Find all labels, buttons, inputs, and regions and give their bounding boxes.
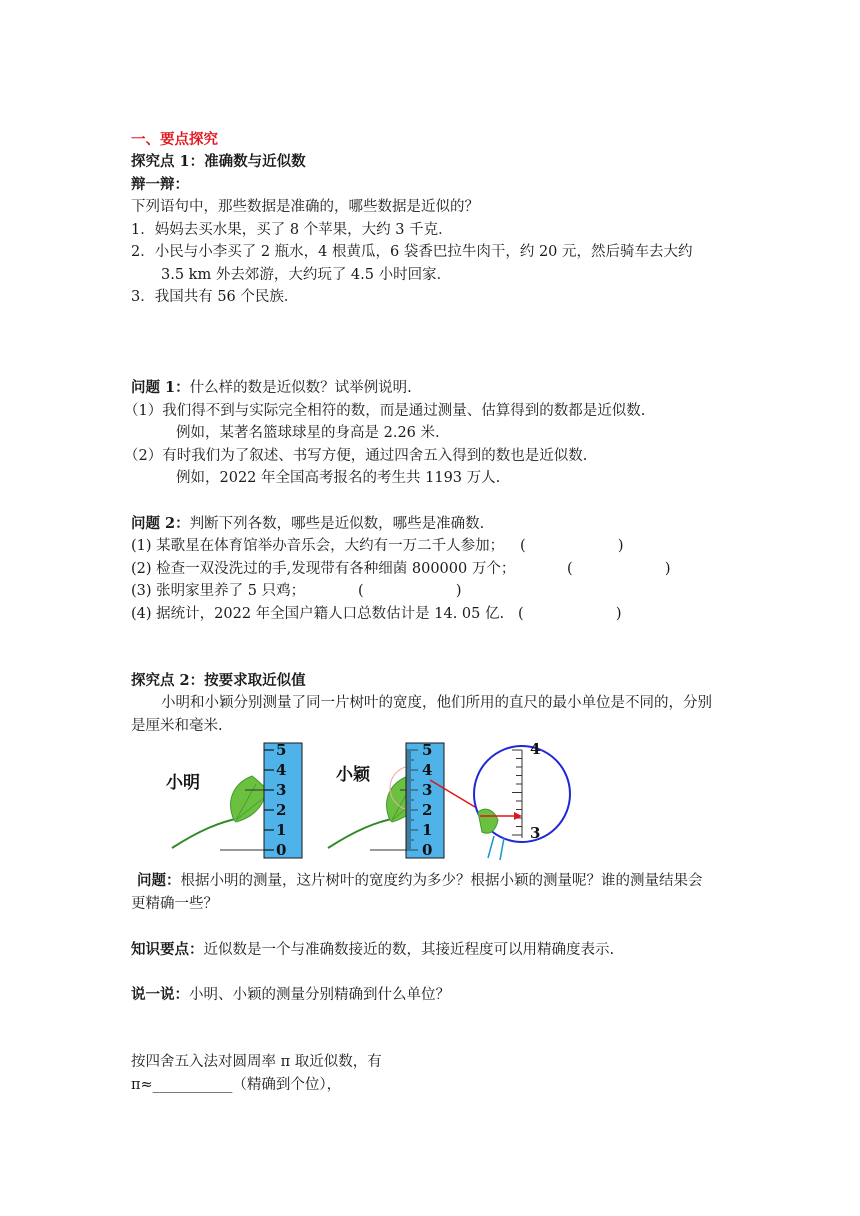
question1-p2-example: 例如，2022 年全国高考报名的考生共 1193 万人. bbox=[176, 470, 501, 486]
question1-text: 什么样的数是近似数？试举例说明. bbox=[189, 380, 412, 396]
question1-label: 问题 1： bbox=[131, 379, 190, 396]
ruler-cm-tick-2: 2 bbox=[276, 801, 287, 819]
ruler-cm-tick-0: 0 bbox=[276, 841, 287, 859]
question2-text: 判断下列各数，哪些是近似数，哪些是准确数. bbox=[189, 516, 485, 532]
question2-item-2: (2) 检查一双没洗过的手,发现带有各种细菌 800000 万个； bbox=[131, 561, 516, 577]
question2-item-4: (4) 据统计，2022 年全国户籍人口总数估计是 14. 05 亿. bbox=[131, 606, 505, 622]
ruler-cm-tick-5: 5 bbox=[276, 741, 287, 759]
ruler-mm-tick-4: 4 bbox=[422, 761, 433, 779]
section-title: 一、要点探究 bbox=[131, 131, 218, 148]
question2-label: 问题 2： bbox=[131, 515, 190, 532]
question1 bbox=[131, 378, 412, 398]
point1-intro: 下列语句中，那些数据是准确的，哪些数据是近似的？ bbox=[131, 199, 479, 215]
answer-blank-1[interactable]: ( ) bbox=[520, 538, 624, 554]
point1-item-1: 1．妈妈去买水果，买了 8 个苹果，大约 3 千克． bbox=[131, 222, 453, 238]
ruler-cm-tick-3: 3 bbox=[276, 781, 287, 799]
question2-item-3: (3) 张明家里养了 5 只鸡； bbox=[131, 583, 306, 599]
say-label: 说一说： bbox=[131, 986, 189, 1003]
figure-question bbox=[137, 871, 703, 891]
pi-line[interactable]: π≈___________（精确到个位）， bbox=[131, 1077, 342, 1093]
ruler-mm-tick-3: 3 bbox=[422, 781, 433, 799]
ruler-cm-tick-1: 1 bbox=[276, 821, 287, 839]
point2-para-line2: 是厘米和毫米. bbox=[131, 718, 223, 734]
point1-item-3: 3．我国共有 56 个民族． bbox=[131, 289, 299, 305]
name-xiaoming: 小明 bbox=[166, 773, 200, 793]
question2 bbox=[131, 514, 484, 534]
answer-blank-3[interactable]: ( ) bbox=[358, 583, 462, 599]
point1-item-2-cont: 3.5 km 外去郊游，大约玩了 4.5 小时回家． bbox=[161, 267, 452, 283]
figure-question-text: 根据小明的测量，这片树叶的宽度约为多少？根据小颖的测量呢？谁的测量结果会 bbox=[180, 873, 703, 889]
knowledge-label: 知识要点： bbox=[131, 941, 204, 958]
answer-blank-2[interactable]: ( ) bbox=[567, 561, 671, 577]
knowledge-point bbox=[131, 940, 614, 960]
figure-question-line2: 更精确一些？ bbox=[131, 896, 218, 912]
pi-intro: 按四舍五入法对圆周率 π 取近似数，有 bbox=[131, 1054, 382, 1070]
ruler-mm-tick-2: 2 bbox=[422, 801, 433, 819]
say-it bbox=[131, 985, 450, 1005]
question1-p1: （1）我们得不到与实际完全相符的数，而是通过测量、估算得到的数都是近似数. bbox=[124, 403, 646, 419]
answer-blank-4[interactable]: ( ) bbox=[518, 606, 622, 622]
say-text: 小明、小颖的测量分别精确到什么单位？ bbox=[189, 987, 450, 1003]
ruler-mm-tick-5: 5 bbox=[422, 741, 433, 759]
zoom-label-4: 4 bbox=[530, 740, 541, 758]
knowledge-text: 近似数是一个与准确数接近的数，其接近程度可以用精确度表示. bbox=[203, 942, 615, 958]
point2-heading: 探究点 2：按要求取近似值 bbox=[131, 672, 306, 689]
debate-label: 辩一辩： bbox=[131, 176, 189, 193]
point1-item-2: 2．小民与小李买了 2 瓶水，4 根黄瓜，6 袋香巴拉牛肉干，约 20 元，然后骑车去大约 bbox=[131, 244, 693, 260]
question2-item-1: (1) 某歌星在体育馆举办音乐会，大约有一万二千人参加； bbox=[131, 538, 505, 554]
ruler-mm-tick-1: 1 bbox=[422, 821, 433, 839]
measurement-figure bbox=[160, 740, 720, 865]
question1-p2: （2）有时我们为了叙述、书写方便，通过四舍五入得到的数也是近似数. bbox=[124, 448, 588, 464]
point1-heading: 探究点 1：准确数与近似数 bbox=[131, 153, 306, 170]
figure-question-label: 问题： bbox=[137, 872, 181, 889]
ruler-mm-tick-0: 0 bbox=[422, 841, 433, 859]
ruler-cm-tick-4: 4 bbox=[276, 761, 287, 779]
question1-p1-example: 例如，某著名篮球球星的身高是 2.26 米. bbox=[176, 425, 440, 441]
name-xiaoying: 小颖 bbox=[336, 765, 370, 785]
point2-para-line1: 小明和小颖分别测量了同一片树叶的宽度，他们所用的直尺的最小单位是不同的，分别 bbox=[161, 695, 712, 711]
zoom-label-3: 3 bbox=[530, 824, 541, 842]
